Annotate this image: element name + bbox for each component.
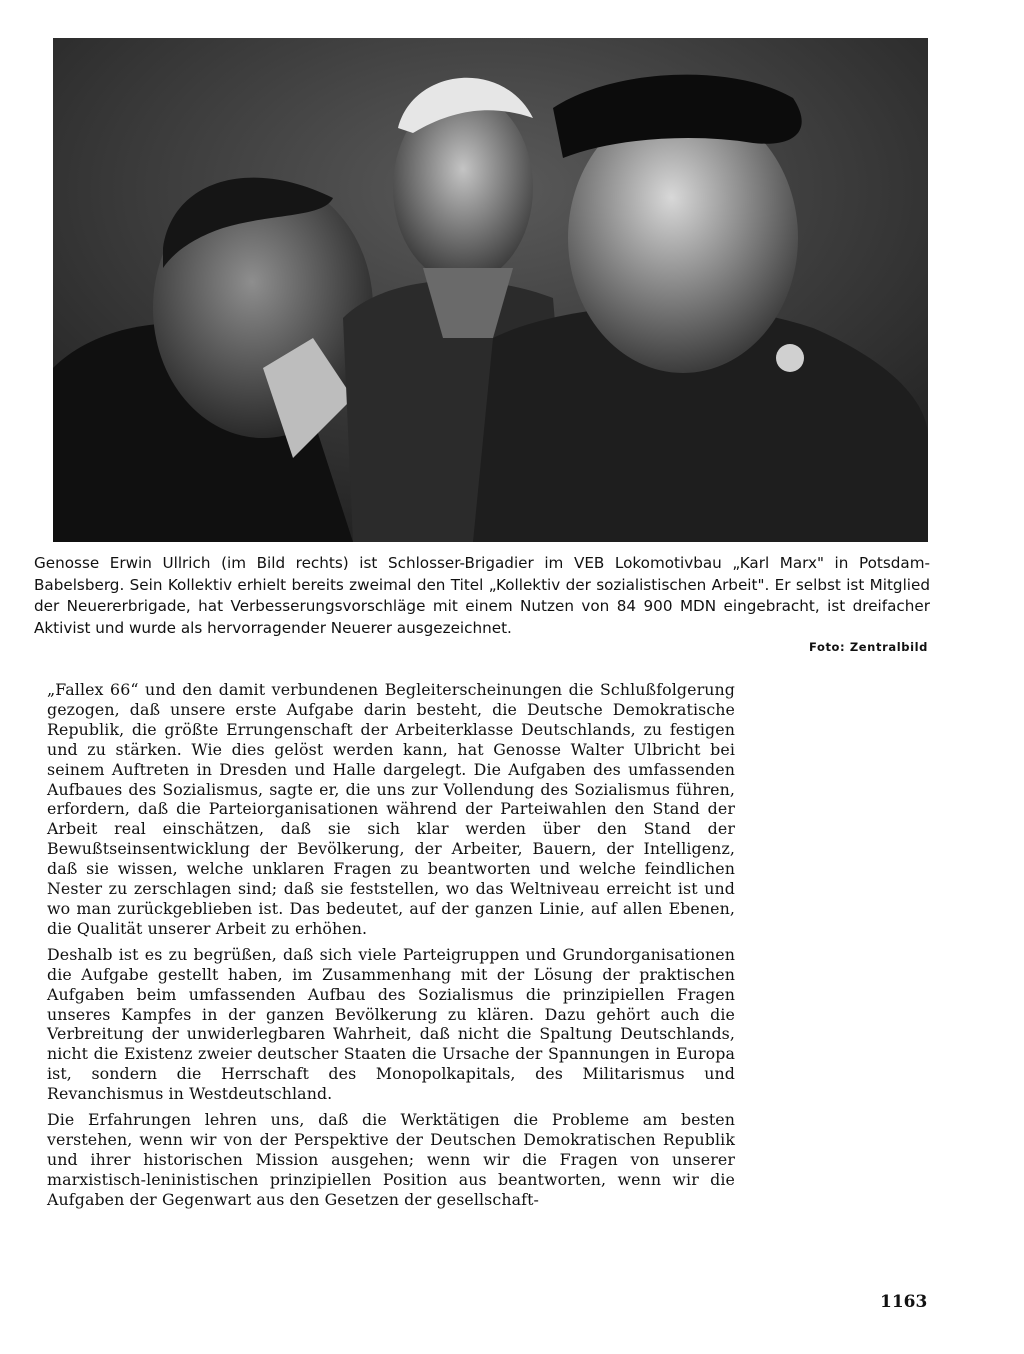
article-paragraph: Die Erfahrungen lehren uns, daß die Werktätigen die Probleme am besten verstehen, wenn wir von der Perspektive der Deutschen Demokratischen Republik und ihrer historischen Mission ausgehen; wenn wir die Fragen von unserer marxistisch-leninistischen prinzipiellen Position aus beantworten, wenn wir die Aufgaben der Gegenwart aus den Gesetzen der gesellschaft- — [47, 1110, 735, 1209]
article-body — [47, 680, 735, 1216]
photo-caption: Genosse Erwin Ullrich (im Bild rechts) ist Schlosser-Brigadier im VEB Lokomotivbau „Karl Marx" in Potsdam-Babelsberg. Sein Kollektiv erhielt bereits zweimal den Titel „Kollektiv der sozialistischen Arbeit". Er selbst ist Mitglied der Neuererbrigade, hat Verbesserungsvorschläge mit einem Nutzen von 84 900 MDN eingebracht, ist dreifacher Aktivist und wurde als hervorragender Neuerer ausgezeichnet. — [34, 554, 930, 637]
page-number: 1163 — [880, 1292, 928, 1312]
photo-credit: Foto: Zentralbild — [808, 640, 928, 654]
article-paragraph: „Fallex 66“ und den damit verbundenen Begleiterscheinungen die Schlußfolgerung gezogen, daß unsere erste Aufgabe darin besteht, die Deutsche Demokratische Republik, die größte Errungenschaft der Arbeiterklasse Deutschlands, zu festigen und zu stärken. Wie dies gelöst werden kann, hat Genosse Walter Ulbricht bei seinem Auftreten in Dresden und Halle dargelegt. Die Aufgaben des umfassenden Aufbaues des Sozialismus, sagte er, die uns zur Vollendung des Sozialismus führen, erfordern, daß die Parteiorganisationen während der Parteiwahlen den Stand der Arbeit real einschätzen, daß sie sich klar werden über den Stand der Bewußtseinsentwicklung der Bevölkerung, der Arbeiter, Bauern, der Intelligenz, daß sie wissen, welche unklaren Fragen zu beantworten und welche feindlichen Nester zu zerschlagen sind; daß sie feststellen, wo das Weltniveau erreicht ist und wo man zurückgeblieben ist. Das bedeutet, auf der ganzen Linie, auf allen Ebenen, die Qualität unserer Arbeit zu erhöhen. — [47, 680, 735, 938]
photo-three-workers — [53, 38, 928, 542]
photo-icon — [53, 38, 928, 542]
article-paragraph: Deshalb ist es zu begrüßen, daß sich viele Parteigruppen und Grundorganisationen die Aufgabe gestellt haben, im Zusammenhang mit der Lösung der praktischen Aufgaben beim umfassenden Aufbau des Sozialismus die prinzipiellen Fragen unseres Kampfes in der ganzen Bevölkerung zu klären. Dazu gehört auch die Verbreitung der unwiderlegbaren Wahrheit, daß nicht die Spaltung Deutschlands, nicht die Existenz zweier deutscher Staaten die Ursache der Spannungen in Europa ist, sondern die Herrschaft des Monopolkapitals, des Militarismus und Revanchismus in Westdeutschland. — [47, 944, 735, 1104]
